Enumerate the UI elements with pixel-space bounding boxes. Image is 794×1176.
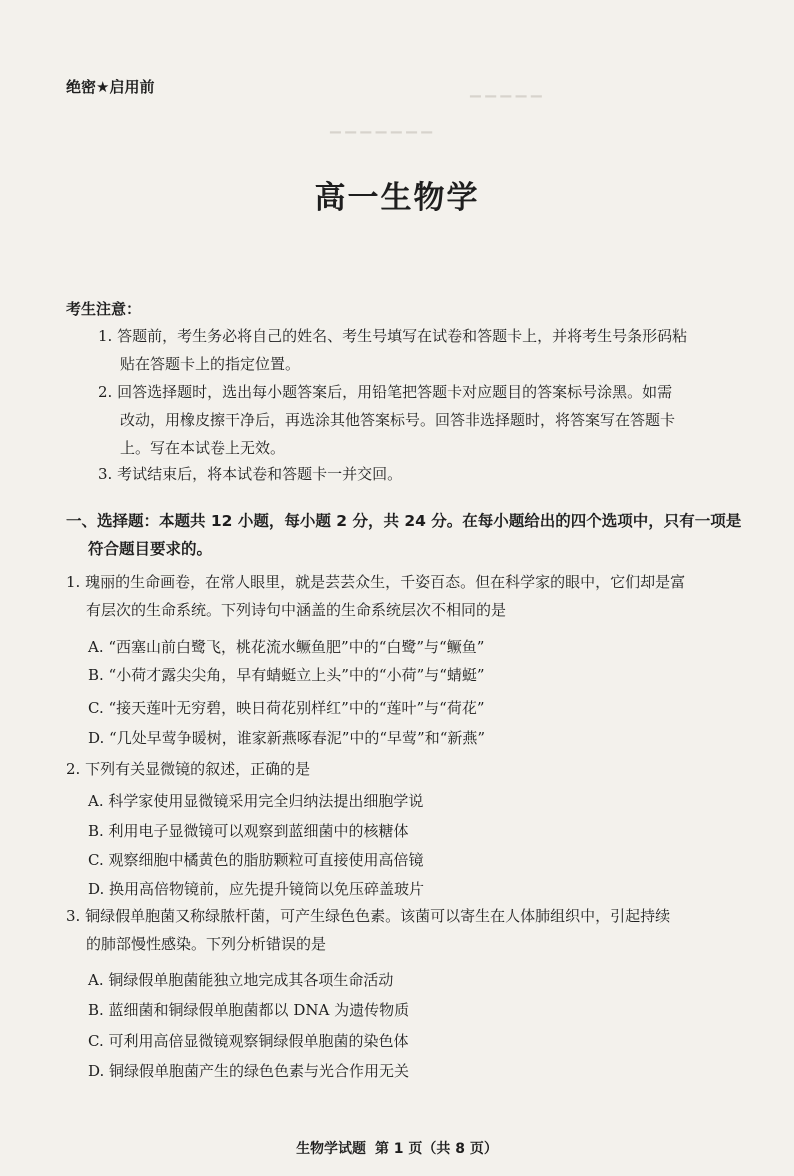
- question-2-option-d: D. 换用高倍物镜前，应先提升镜筒以免压碎盖玻片: [88, 880, 425, 898]
- page-footer: [0, 1138, 794, 1158]
- question-1-option-a: A. “西塞山前白鹭飞，桃花流水鳜鱼肥”中的“白鹭”与“鳜鱼”: [88, 638, 485, 656]
- question-1-stem: [66, 568, 756, 624]
- notice-line: 贴在答题卡上的指定位置。: [120, 355, 301, 373]
- section-heading: [66, 507, 746, 563]
- question-3-option-b: B. 蓝细菌和铜绿假单胞菌都以 DNA 为遗传物质: [88, 1001, 410, 1019]
- question-1-option-d: D. “几处早莺争暖树，谁家新燕啄春泥”中的“早莺”和“新燕”: [88, 729, 486, 747]
- secret-mark: 绝密★启用前: [66, 78, 155, 96]
- question-1-option-b: B. “小荷才露尖尖角，早有蜻蜓立上头”中的“小荷”与“蜻蜓”: [88, 666, 485, 684]
- section-heading-line: 一、选择题：本题共 12 小题，每小题 2 分，共 24 分。在每小题给出的四个选项中，只有一项是: [66, 512, 742, 530]
- question-3-stem: [66, 902, 756, 958]
- notice-item-1: [98, 322, 748, 378]
- question-stem-line: 2. 下列有关显微镜的叙述，正确的是: [66, 760, 311, 778]
- question-2-option-a: A. 科学家使用显微镜采用完全归纳法提出细胞学说: [88, 792, 424, 810]
- question-stem-line: 的肺部慢性感染。下列分析错误的是: [86, 935, 327, 953]
- notice-line: 2. 回答选择题时，选出每小题答案后，用铅笔把答题卡对应题目的答案标号涂黑。如需: [98, 383, 673, 401]
- question-2-stem: [66, 755, 756, 783]
- question-1-option-c: C. “接天莲叶无穷碧，映日荷花别样红”中的“莲叶”与“荷花”: [88, 699, 485, 717]
- bleed-through-text: ▁ ▁ ▁ ▁ ▁ ▁ ▁: [330, 118, 433, 134]
- notice-item-3: [98, 460, 748, 488]
- question-3-option-d: D. 铜绿假单胞菌产生的绿色色素与光合作用无关: [88, 1062, 410, 1080]
- notice-line: 3. 考试结束后，将本试卷和答题卡一并交回。: [98, 465, 403, 483]
- footer-subject: 生物学试题: [296, 1141, 367, 1157]
- notice-line: 上。写在本试卷上无效。: [120, 439, 286, 457]
- notice-line: 1. 答题前，考生务必将自己的姓名、考生号填写在试卷和答题卡上，并将考生号条形码粘: [98, 327, 688, 345]
- question-3-option-a: A. 铜绿假单胞菌能独立地完成其各项生命活动: [88, 971, 394, 989]
- question-stem-line: 1. 瑰丽的生命画卷，在常人眼里，就是芸芸众生，千姿百态。但在科学家的眼中，它们却是富: [66, 573, 686, 591]
- question-stem-line: 3. 铜绿假单胞菌又称绿脓杆菌，可产生绿色色素。该菌可以寄生在人体肺组织中，引起持续: [66, 907, 671, 925]
- question-2-option-b: B. 利用电子显微镜可以观察到蓝细菌中的核糖体: [88, 822, 409, 840]
- notice-line: 改动，用橡皮擦干净后，再选涂其他答案标号。回答非选择题时，将答案写在答题卡: [120, 411, 676, 429]
- exam-title: 高一生物学: [314, 180, 480, 216]
- footer-page-info: 第 1 页（共 8 页）: [374, 1141, 498, 1157]
- question-stem-line: 有层次的生命系统。下列诗句中涵盖的生命系统层次不相同的是: [86, 601, 507, 619]
- bleed-through-text: ▁ ▁ ▁ ▁ ▁: [470, 82, 542, 98]
- question-3-option-c: C. 可利用高倍显微镜观察铜绿假单胞菌的染色体: [88, 1032, 409, 1050]
- notice-heading: 考生注意：: [66, 300, 142, 318]
- section-heading-line: 符合题目要求的。: [88, 540, 213, 558]
- notice-item-2: [98, 378, 748, 462]
- question-2-option-c: C. 观察细胞中橘黄色的脂肪颗粒可直接使用高倍镜: [88, 851, 424, 869]
